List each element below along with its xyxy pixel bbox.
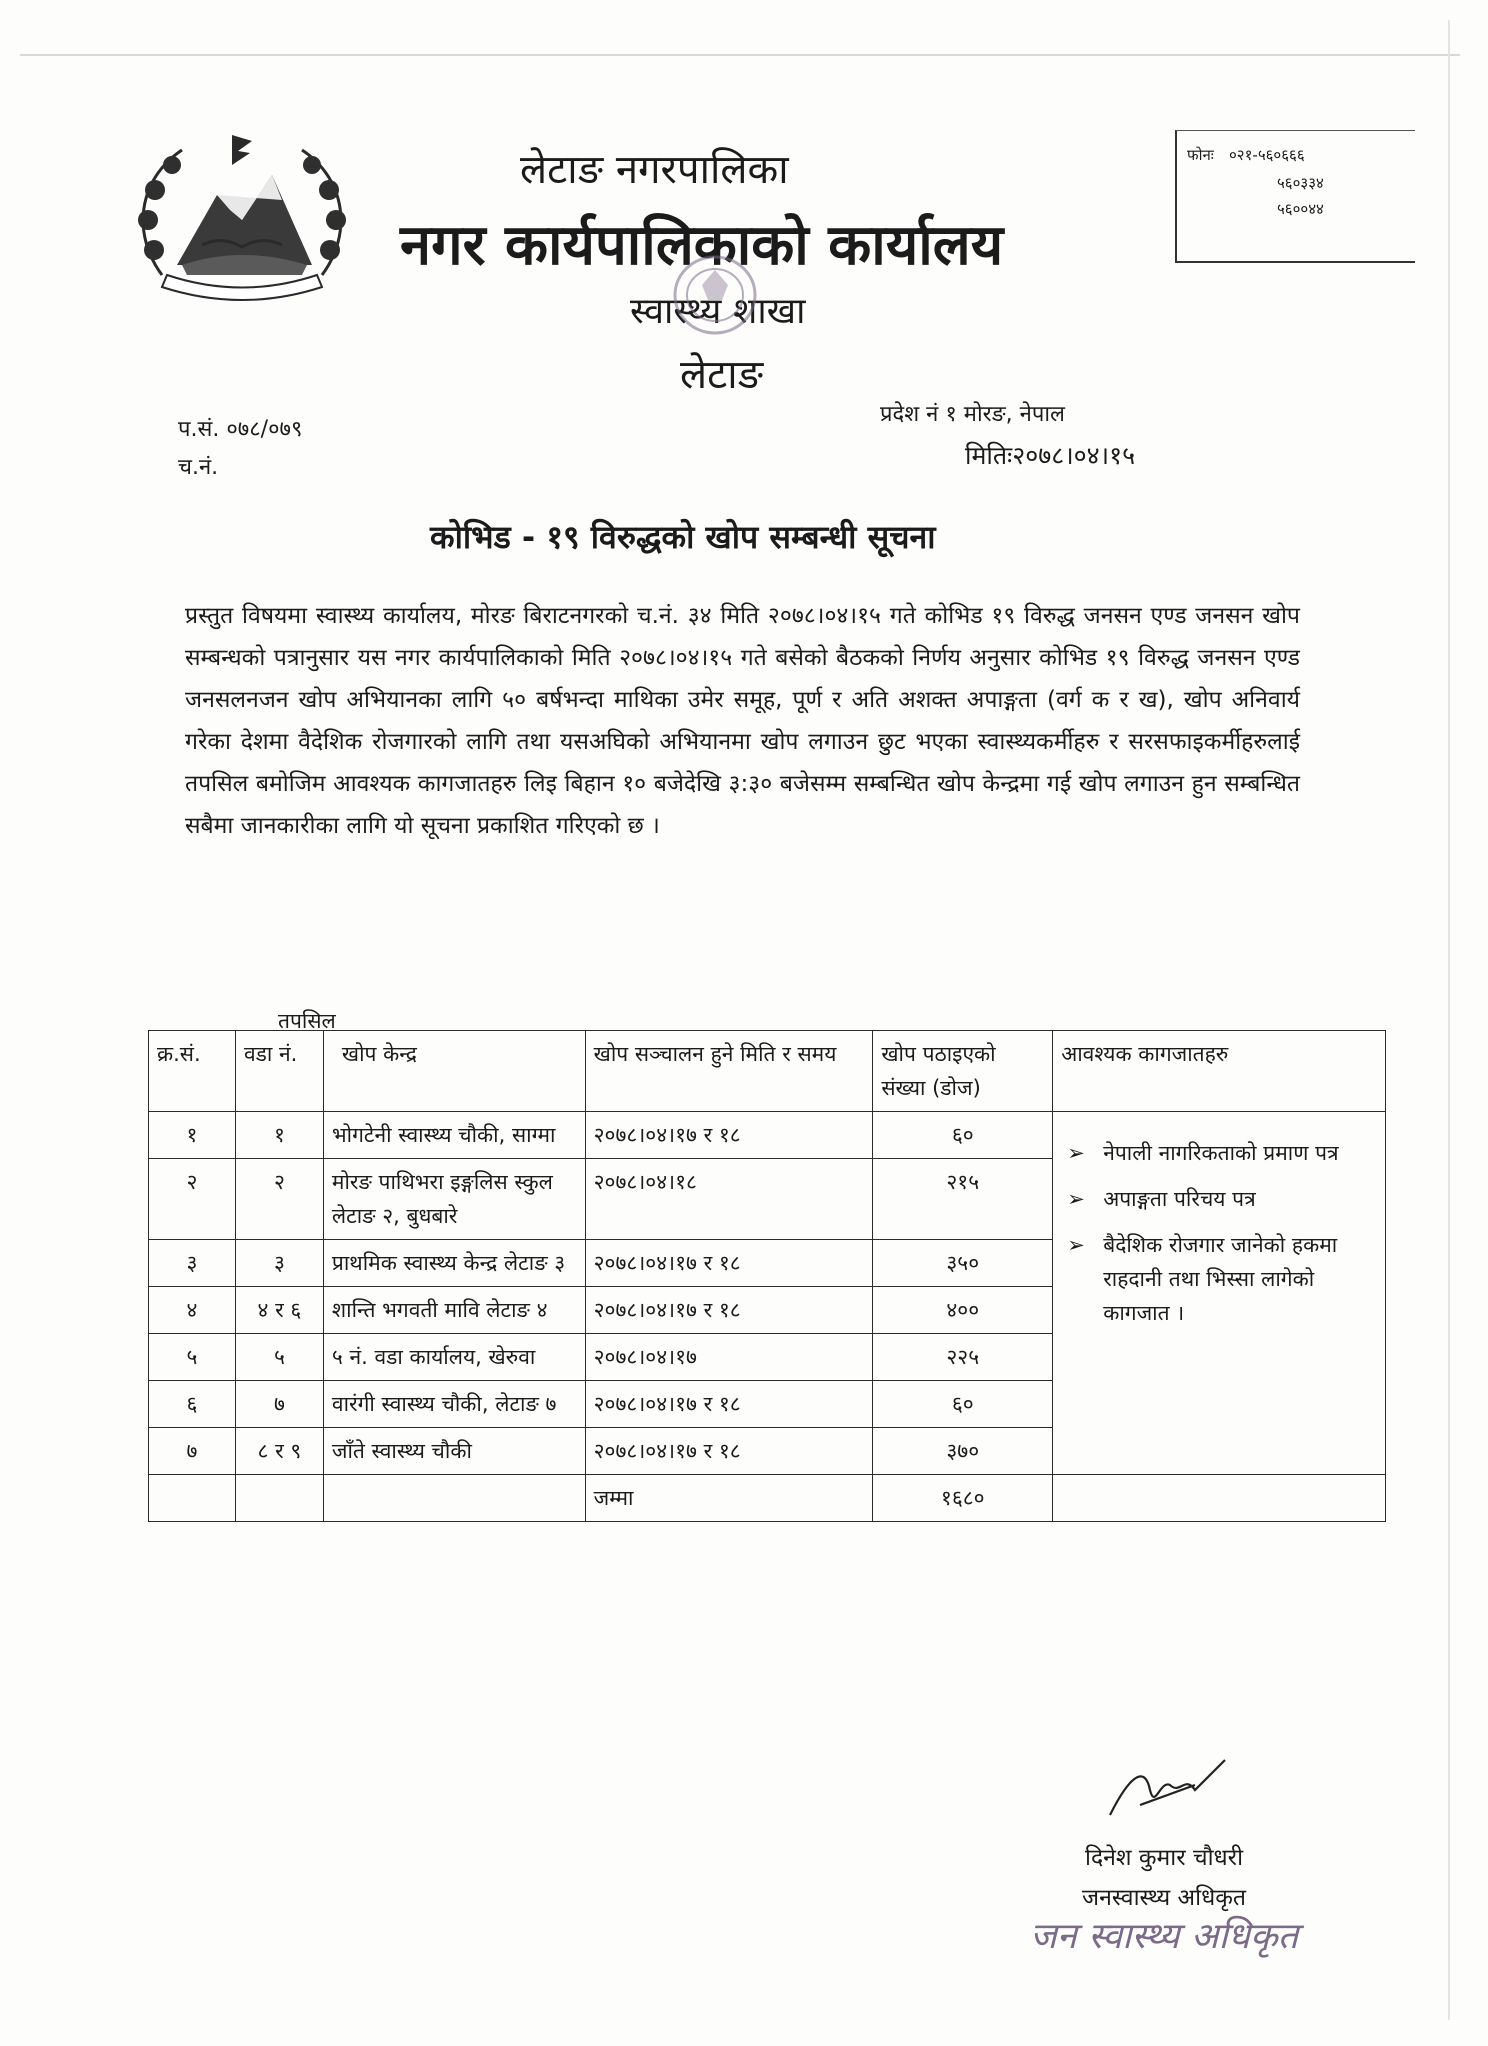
cell-doses: ३५०: [873, 1240, 1053, 1287]
signature-icon: [1100, 1755, 1240, 1835]
phone-box: [1175, 130, 1415, 263]
cell-center: जाँते स्वास्थ्य चौकी: [323, 1428, 585, 1475]
cell-serial: ६: [149, 1381, 236, 1428]
cell-center: मोरङ पाथिभरा इङ्गलिस स्कुल लेटाङ २, बुधबारे: [323, 1159, 585, 1240]
dispatch-number: च.नं.: [178, 455, 219, 480]
designation-stamp: जन स्वास्थ्य अधिकृत: [1030, 1916, 1299, 1957]
required-documents-cell: [1053, 1112, 1386, 1475]
cell-datetime: २०७८।०४।१७ र १८: [585, 1112, 873, 1159]
cell-center: शान्ति भगवती मावि लेटाङ ४: [323, 1287, 585, 1334]
cell-doses: २१५: [873, 1159, 1053, 1240]
list-item: ➢ अपाङ्गता परिचय पत्र: [1067, 1182, 1369, 1216]
cell-doses: ३७०: [873, 1428, 1053, 1475]
cell-ward: २: [235, 1159, 323, 1240]
office-name: नगर कार्यपालिकाको कार्यालय: [400, 213, 1004, 278]
cell-datetime: २०७८।०४।१७: [585, 1334, 873, 1381]
cell-ward: ३: [235, 1240, 323, 1287]
cell-empty: [235, 1475, 323, 1522]
cell-empty: [323, 1475, 585, 1522]
required-documents-list: [1061, 1136, 1377, 1330]
cell-serial: ४: [149, 1287, 236, 1334]
cell-datetime: २०७८।०४।१७ र १८: [585, 1381, 873, 1428]
list-item: ➢ बैदेशिक रोजगार जानेको हकमा राहदानी तथा भिस्सा लागेको कागजात ।: [1067, 1228, 1369, 1330]
letter-date: मितिः२०७८।०४।१५: [965, 441, 1136, 470]
header-serial: क्र.सं.: [149, 1031, 236, 1112]
cell-ward: १: [235, 1112, 323, 1159]
cell-ward: ४ र ६: [235, 1287, 323, 1334]
header-doses: खोप पठाइएको संख्या (डोज): [873, 1031, 1053, 1112]
list-item: ➢ नेपाली नागरिकताको प्रमाण पत्र: [1067, 1136, 1369, 1170]
cell-center: ५ नं. वडा कार्यालय, खेरुवा: [323, 1334, 585, 1381]
signatory-title: जनस्वास्थ्य अधिकृत: [1082, 1885, 1246, 1911]
header-documents: आवश्यक कागजातहरु: [1053, 1031, 1386, 1112]
table-row: [149, 1112, 1386, 1159]
cell-doses: ४००: [873, 1287, 1053, 1334]
branch-name: स्वास्थ्य शाखा: [630, 291, 806, 332]
total-row: [149, 1475, 1386, 1522]
cell-doses: ६०: [873, 1381, 1053, 1428]
city-name: लेटाङ: [680, 352, 764, 398]
phone-label: फोनः: [1187, 146, 1214, 164]
header-datetime: खोप सञ्चालन हुने मिति र समय: [585, 1031, 873, 1112]
cell-ward: ७: [235, 1381, 323, 1428]
cell-datetime: २०७८।०४।१७ र १८: [585, 1428, 873, 1475]
cell-center: प्राथमिक स्वास्थ्य केन्द्र लेटाङ ३: [323, 1240, 585, 1287]
cell-datetime: २०७८।०४।१७ र १८: [585, 1287, 873, 1334]
office-stamp-icon: [640, 240, 790, 360]
cell-datetime: २०७८।०४।१७ र १८: [585, 1240, 873, 1287]
cell-doses: ६०: [873, 1112, 1053, 1159]
table-header-row: [149, 1031, 1386, 1112]
cell-datetime: २०७८।०४।१८: [585, 1159, 873, 1240]
phone-number-2: ५६०३३४: [1277, 174, 1324, 192]
cell-doses: २२५: [873, 1334, 1053, 1381]
cell-serial: २: [149, 1159, 236, 1240]
page-border-right: [1448, 20, 1450, 2020]
municipality-name: लेटाङ नगरपालिका: [520, 147, 789, 193]
cell-serial: १: [149, 1112, 236, 1159]
notice-body: प्रस्तुत विषयमा स्वास्थ्य कार्यालय, मोरङ बिराटनगरको च.नं. ३४ मिति २०७८।०४।१५ गते कोभिड १९ विरुद्ध जनसन एण्ड जनसन खोप सम्बन्धको पत्रानुसार यस नगर कार्यपालिकाको मिति २०७८।०४।१५ गते बसेको बैठकको निर्णय अनुसार कोभिड १९ विरुद्ध जनसन एण्ड जनसलनजन खोप अभियानका लागि ५० बर्षभन्दा माथिका उमेर समूह, पूर्ण र अति अशक्त अपाङ्गता (वर्ग क र ख), खोप अनिवार्य गरेका देशमा वैदेशिक रोजगारको लागि तथा यसअघिको अभियानमा खोप लगाउन छुट भएका स्वास्थ्यकर्मीहरु र सरसफाइकर्मीहरुलाई तपसिल बमोजिम आवश्यक कागजातहरु लिइ बिहान १० बजेदेखि ३:३० बजेसम्म सम्बन्धित खोप केन्द्रमा गई खोप लगाउन हुन सम्बन्धित सबैमा जानकारीका लागि यो सूचना प्रकाशित गरिएको छ ।: [185, 603, 1300, 839]
cell-empty: [1053, 1475, 1386, 1522]
cell-empty: [149, 1475, 236, 1522]
province-line: प्रदेश नं १ मोरङ, नेपाल: [880, 402, 1065, 427]
signatory-name: दिनेश कुमार चौधरी: [1085, 1845, 1244, 1871]
reference-number: प.सं. ०७८/०७९: [178, 417, 303, 442]
phone-number-3: ५६००४४: [1277, 200, 1324, 218]
cell-ward: ५: [235, 1334, 323, 1381]
vaccination-schedule-table: [148, 1030, 1386, 1522]
notice-title: कोभिड - १९ विरुद्धको खोप सम्बन्धी सूचना: [430, 518, 936, 556]
page-border-top: [20, 54, 1460, 56]
header-center: खोप केन्द्र: [323, 1031, 585, 1112]
cell-center: भोगटेनी स्वास्थ्य चौकी, साग्मा: [323, 1112, 585, 1159]
total-label: जम्मा: [585, 1475, 873, 1522]
cell-serial: ७: [149, 1428, 236, 1475]
cell-serial: ३: [149, 1240, 236, 1287]
cell-ward: ८ र ९: [235, 1428, 323, 1475]
phone-number-1: ०२१-५६०६६६: [1229, 146, 1305, 164]
cell-serial: ५: [149, 1334, 236, 1381]
cell-center: वारंगी स्वास्थ्य चौकी, लेटाङ ७: [323, 1381, 585, 1428]
header-ward: वडा नं.: [235, 1031, 323, 1112]
schedule-caption: तपसिल: [278, 1009, 336, 1033]
nepal-emblem-icon: [122, 125, 362, 310]
total-value: १६८०: [873, 1475, 1053, 1522]
